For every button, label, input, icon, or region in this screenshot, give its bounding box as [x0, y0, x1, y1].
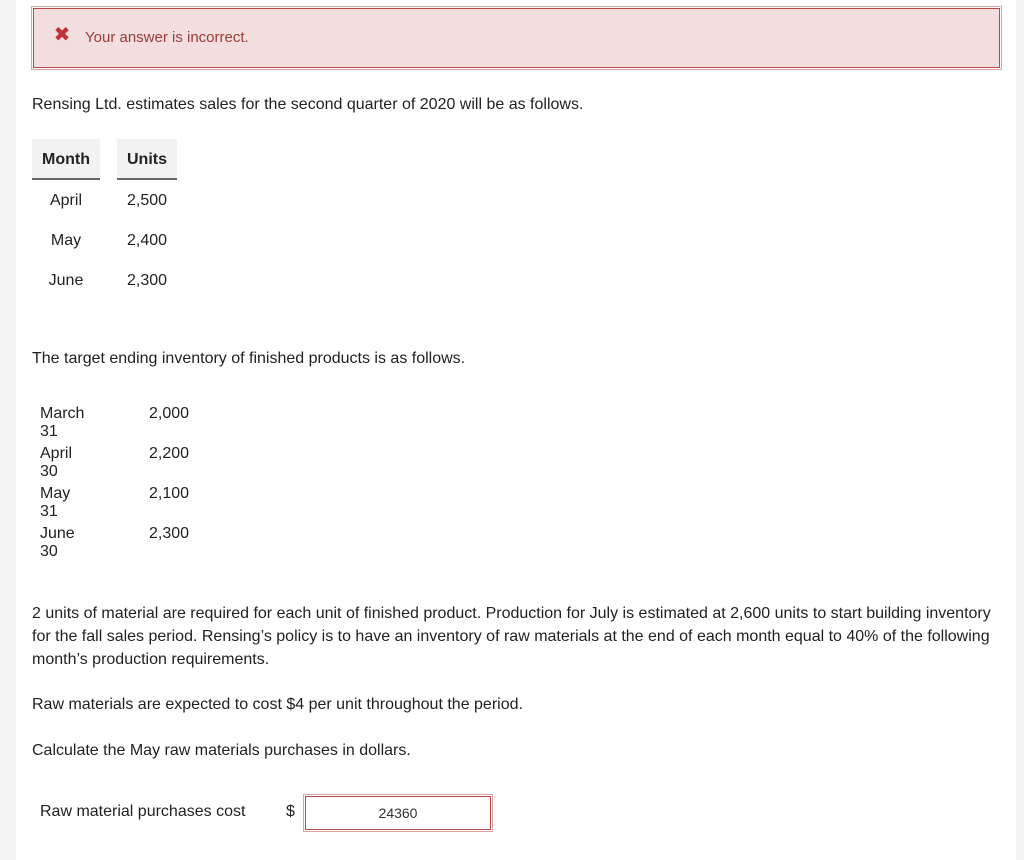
inventory-date-cell: May 31: [40, 485, 71, 520]
inventory-units-cell: 2,300: [149, 525, 190, 542]
sales-units-cell: 2,300: [126, 272, 168, 289]
inventory-date-cell: March 31: [40, 405, 85, 440]
sales-month-cell: June: [48, 272, 84, 289]
question-text: Calculate the May raw materials purchases in dollars.: [32, 742, 411, 759]
feedback-message: Your answer is incorrect.: [85, 29, 249, 46]
sales-header-month: Month: [32, 139, 100, 180]
sales-month-cell: April: [49, 192, 82, 209]
cost-text: Raw materials are expected to cost $4 per unit throughout the period.: [32, 696, 523, 713]
right-gutter: [1016, 0, 1024, 860]
inventory-intro-text: The target ending inventory of finished products is as follows.: [32, 350, 466, 367]
inventory-date-cell: June 30: [40, 525, 75, 560]
sales-header-units: Units: [117, 139, 177, 180]
inventory-units-cell: 2,100: [149, 485, 190, 502]
x-mark-icon: ✖: [53, 22, 71, 46]
feedback-banner: [33, 8, 1000, 68]
inventory-units-cell: 2,200: [149, 445, 190, 462]
sales-units-cell: 2,500: [126, 192, 168, 209]
intro-text: Rensing Ltd. estimates sales for the second quarter of 2020 will be as follows.: [32, 96, 584, 113]
currency-symbol: $: [286, 803, 295, 820]
sales-month-cell: May: [50, 232, 82, 249]
sales-units-cell: 2,400: [126, 232, 168, 249]
inventory-units-cell: 2,000: [149, 405, 190, 422]
answer-label: Raw material purchases cost: [40, 803, 246, 820]
inventory-date-cell: April 30: [40, 445, 73, 480]
raw-material-cost-input[interactable]: [305, 796, 491, 830]
left-gutter: [0, 0, 16, 860]
material-requirements-text: 2 units of material are required for each unit of finished product. Production for July is estimated at 2,600 units to start building inventory for the fall sales period. Rensing’s policy is to have an inventory of raw materials at the end of each month equal to 40% of the following month’s production requirements.: [32, 605, 991, 668]
